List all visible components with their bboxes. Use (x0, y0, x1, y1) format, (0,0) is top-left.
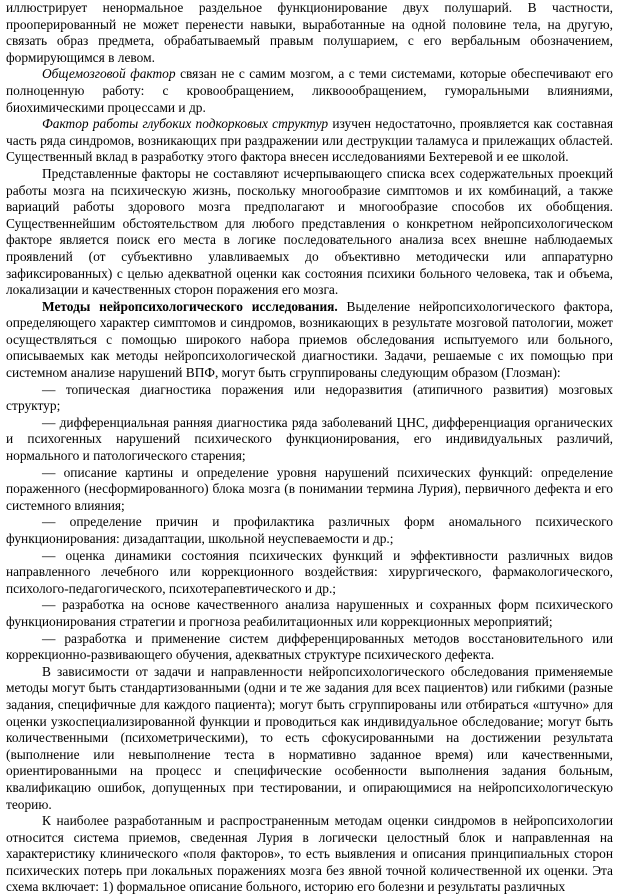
list-item (6, 465, 613, 515)
section-heading-methods: Методы нейропсихологического исследования. (42, 298, 338, 314)
paragraph-subcortical-factor (6, 116, 613, 166)
paragraph-text: Представленные факторы не составляют исчерпывающего списка всех содержательных проекций работы мозга на психическую жизнь, поскольку многообразие симптомов и их комбинаций, а также вариаций работы здорового мозга предполагают и многообразие способов их обобщения. Существеннейшим обстоятельством для любого представления о конкретном нейропсихологическом факторе является поиск его места в логике последовательного анализа всех внешне наблюдаемых проявлений (от субъективно улавливаемых до объективно методически или аппаратурно зафиксированных) с целью адекватной оценки как состояния психики больного человека, так и объема, локализации и качественных сторон поражения его мозга. (6, 165, 613, 298)
list-item (6, 597, 613, 630)
paragraph-text: В зависимости от задачи и направленности нейропсихологического обследования применяемые методы могут быть стандартизованными (одни и те же задания для всех пациентов) или гибкими (разные задания, специфичные для каждого пациента); могут быть сгруппированы или отбираться «штучно» для оценки узкоспециализированной функции и проводиться как индивидуальное обследование; могут быть количественными (психометрическими), то есть сфокусированными на достижении результата (выполнение или невыполнение теста в нормативно заданное время) или качественными, ориентированными на процесс и специфические особенности выполнения задания больным, квалификацию ошибок, допущенных при тестировании, и опирающимися на нейропсихологическую теорию. (6, 663, 613, 812)
paragraph-method-types (6, 664, 613, 813)
term-subcortical-factor: Фактор работы глубоких подкорковых структур (42, 116, 329, 132)
paragraph-text: Выделение нейропсихологического фактора, определяющего характер симптомов и синдромов, возникающих в результате мозговой патологии, может осуществляться с помощью широкого набора приемов обследования испытуемого или больного, описываемых как методы нейропсихологической диагностики. Задачи, решаемые с их помощью при системном анализе нарушений ВПФ, могут быть сгруппированы следующим образом (Глозман): (6, 298, 613, 381)
paragraph-continuation (6, 0, 613, 66)
list-item-text: — топическая диагностика поражения или недоразвития (атипичного развития) мозговых структур; (6, 381, 613, 414)
list-item (6, 382, 613, 415)
paragraph-text: иллюстрирует ненормальное раздельное функционирование двух полушарий. В частности, прооперированный не может перенести навыки, выработанные на одной половине тела, на другую, связать образ предмета, обрабатываемый правым полушарием, с его вербальным обозначением, формирующимся в левом. (6, 0, 613, 65)
list-item-text: — разработка на основе качественного анализа нарушенных и сохранных форм психического функционирования стратегии и прогноза реабилитационных или коррекционных мероприятий; (6, 597, 613, 629)
list-item-text: — оценка динамики состояния психических функций и эффективности различных видов направленного лечебного или коррекционного воздействия: хирургического, фармакологического, психолого-педагогического, психотерапевтического и др.; (6, 547, 613, 596)
list-item-text: — разработка и применение систем дифференцированных методов восстановительного или коррекционно-развивающего обучения, адекватных структуре психического дефекта. (6, 630, 613, 663)
list-item (6, 631, 613, 664)
paragraph-factors-summary (6, 166, 613, 299)
list-item-text: — описание картины и определение уровня нарушений психических функций: определение пораженного (несформированного) блока мозга (в понимании термина Лурия), первичного дефекта и его системного влияния; (6, 464, 613, 513)
term-general-factor: Общемозговой фактор (42, 66, 176, 82)
paragraph-general-factor (6, 66, 613, 116)
list-item (6, 548, 613, 598)
paragraph-luria-system (6, 813, 613, 896)
paragraph-text: К наиболее разработанным и распространенным методам оценки синдромов в нейропсихологии относится система приемов, сведенная Лурия в логически целостный блок и направленная на характеристику клинического «поля факторов», то есть выявления и описания принципиальных сторон психических потерь при локальных поражениях мозга без явной точной количественной их оценки. Эта схема включает: 1) формальное описание больного, историю его болезни и результаты различных (6, 813, 613, 895)
paragraph-methods (6, 299, 613, 382)
list-item-text: — определение причин и профилактика различных форм аномального психического функционирования: дизадаптации, школьной неуспеваемости и др.; (6, 514, 613, 546)
paragraph-text: изучен недостаточно, проявляется как составная часть ряда синдромов, возникающих при раздражении или деструкции таламуса и прилежащих областей. Существенный вклад в разработку этого фактора внесен исследованиями Бехтеревой и ее школой. (6, 116, 614, 165)
list-item-text: — дифференциальная ранняя диагностика ряда заболеваний ЦНС, дифференциация органических и психогенных нарушений психического функционирования, его индивидуальных различий, нормального и патологического старения; (6, 414, 613, 464)
paragraph-text: связан не с самим мозгом, а с теми системами, которые обеспечивают его полноценную работу: с кровообращением, ликвоообращением, гуморальными влияниями, биохимическими процессами и др. (6, 66, 614, 115)
list-item (6, 514, 613, 547)
list-item (6, 415, 613, 465)
